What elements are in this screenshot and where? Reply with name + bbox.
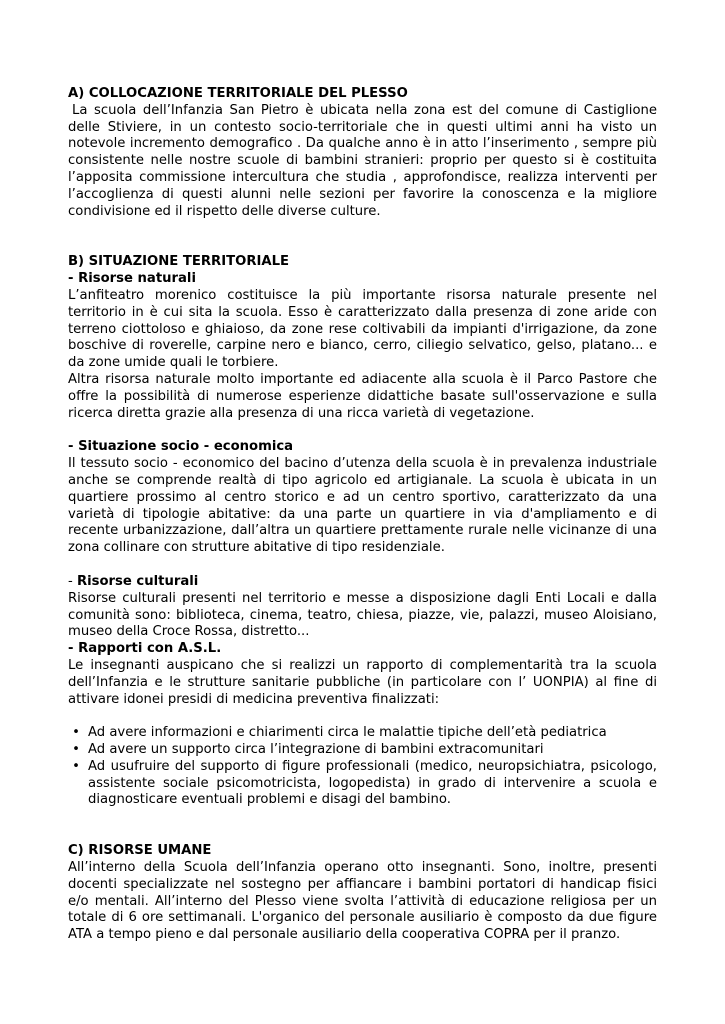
cultural-resources-title: Risorse culturali: [76, 573, 199, 589]
cultural-resources-heading: [68, 574, 657, 591]
bullet-icon: •: [72, 758, 80, 774]
list-item: [68, 742, 657, 759]
section-a-text: La scuola dell’Infanzia San Pietro è ubicata nella zona est del comune di Castiglione delle Stiviere, in un contesto socio-territoriale che in questi ultimi anni ha visto un notevole incremento demografico . Da qualche anno è in atto l’inserimento , sempre più consistente nelle nostre scuole di bambini stranieri: proprio per questo si è costituita l’apposita commissione intercultura che studia , approfondisce, realizza interventi per l’accoglienza di questi alunni nelle sezioni per favorire la conoscenza e la migliore condivisione ed il rispetto delle diverse culture.: [68, 102, 657, 219]
socio-economic-heading: - Situazione socio - economica: [68, 439, 294, 455]
asl-paragraph: Le insegnanti auspicano che si realizzi un rapporto di complementarità tra la scuola dell’Infanzia e le strutture sanitarie pubbliche (in particolare con l’ UONPIA) al fine di attivare idonei presidi di medicina preventiva finalizzati:: [68, 657, 657, 707]
list-item-text: Ad avere informazioni e chiarimenti circa le malattie tipiche dell’età pediatrica: [88, 725, 607, 741]
section-b-heading: B) SITUAZIONE TERRITORIALE: [68, 254, 289, 270]
cultural-dash: -: [68, 573, 77, 589]
asl-heading: - Rapporti con A.S.L.: [68, 641, 222, 657]
list-item-text: Ad usufruire del supporto di figure professionali (medico, neuropsichiatra, psicologo, assistente sociale psicomotricista, logopedista) in grado di intervenire a scuola e diagnosticare eventuali problemi e disagi del bambino.: [88, 758, 657, 808]
section-a-heading: A) COLLOCAZIONE TERRITORIALE DEL PLESSO: [68, 86, 408, 101]
section-a-paragraph: [68, 103, 657, 221]
cultural-resources-paragraph: Risorse culturali presenti nel territorio e messe a disposizione dagli Enti Locali e dalla comunità sono: biblioteca, cinema, teatro, chiesa, piazze, vie, palazzi, museo Aloisiano, museo della Croce Rossa, distretto...: [68, 590, 657, 640]
bullet-icon: •: [72, 725, 80, 741]
list-item-text: Ad avere un supporto circa l’integrazione di bambini extracomunitari: [88, 742, 544, 758]
natural-resources-paragraph-1: L’anfiteatro morenico costituisce la più importante risorsa naturale presente nel territorio in è cui sita la scuola. Esso è caratterizzato dalla presenza di zone aride con terreno ciottoloso e ghiaioso, da zone rese coltivabili da impianti d'irrigazione, da zone boschive di roverelle, carpine nero e bianco, cerro, ciliegio selvatico, gelso, platano... e da zone umide quali le torbiere.: [68, 287, 657, 371]
socio-economic-paragraph: Il tessuto socio - economico del bacino d’utenza della scuola è in prevalenza industriale anche se comprende realtà di tipo agricolo ed artigianale. La scuola è ubicata in un quartiere prossimo al centro storico e ad un centro sportivo, caratterizzato da una varietà di tipologie abitative: da una parte un quartiere in via d'ampliamento e di recente urbanizzazione, dall’altra un quartiere prettamente rurale nelle vicinanze di una zona collinare con strutture abitative di tipo residenziale.: [68, 456, 657, 556]
section-c-heading: C) RISORSE UMANE: [68, 843, 212, 859]
list-item: [68, 759, 657, 809]
bullet-icon: •: [72, 742, 80, 758]
asl-bullet-list: [68, 725, 657, 809]
list-item: [68, 725, 657, 742]
natural-resources-heading: - Risorse naturali: [68, 271, 196, 287]
section-c-paragraph: All’interno della Scuola dell’Infanzia operano otto insegnanti. Sono, inoltre, presenti docenti specializzate nel sostegno per affiancare i bambini portatori di handicap fisici e/o mentali. All’interno del Plesso viene svolta l’attività di educazione religiosa per un totale di 6 ore settimanali. L'organico del personale ausiliario è composto da due figure ATA a tempo pieno e dal personale ausiliario della cooperativa COPRA per il pranzo.: [68, 860, 657, 943]
natural-resources-paragraph-2: Altra risorsa naturale molto importante ed adiacente alla scuola è il Parco Pastore che offre la possibilità di numerose esperienze didattiche basate sull'osservazione e sulla ricerca diretta grazie alla presenza di una ricca varietà di vegetazione.: [68, 371, 657, 421]
